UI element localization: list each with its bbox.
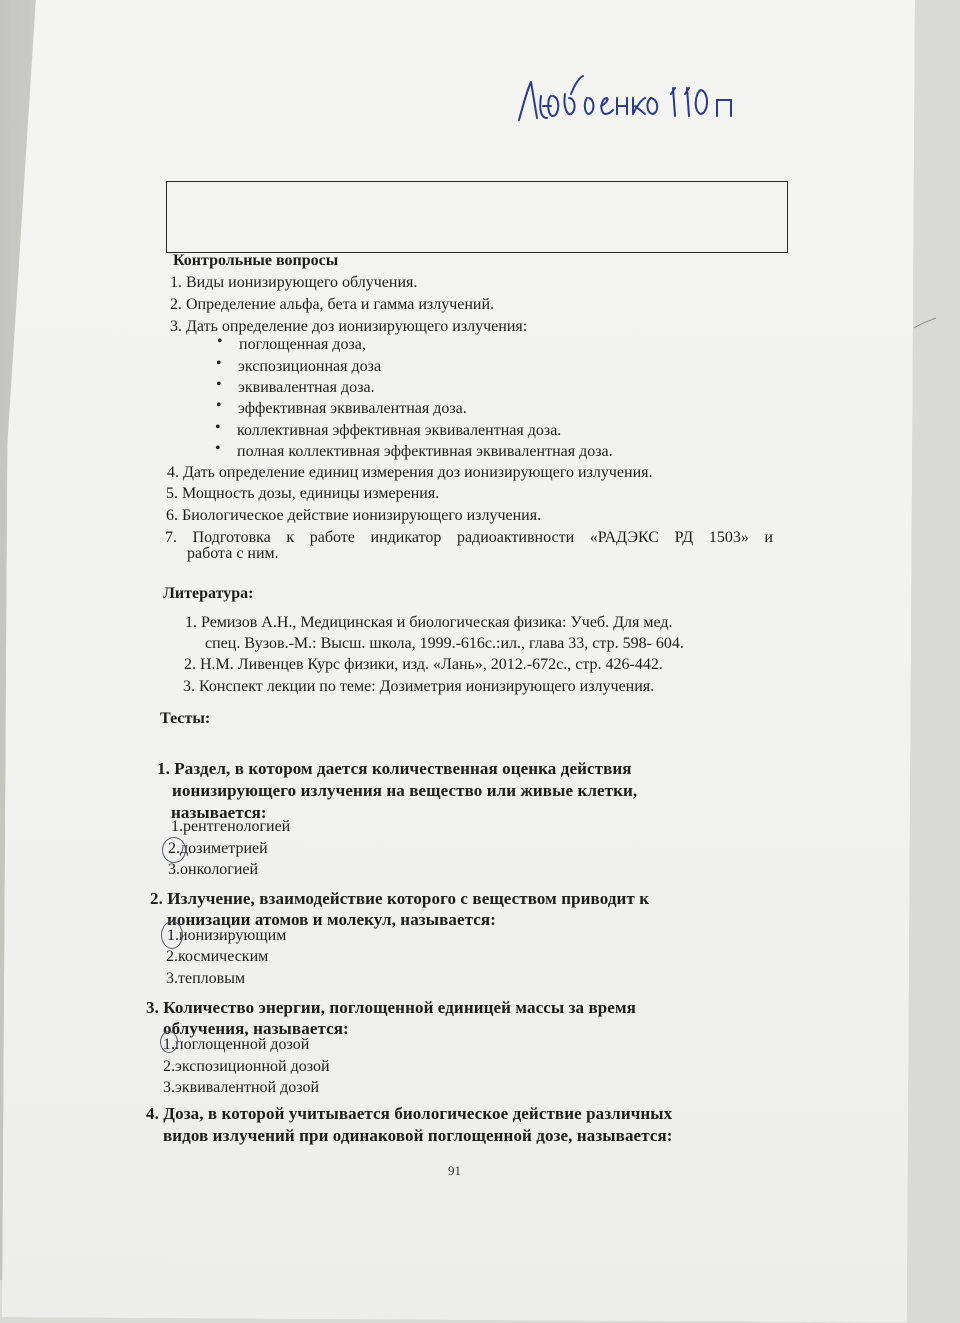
list-item: 2. Определение альфа, бета и гамма излучений. xyxy=(170,296,495,313)
list-item: поглощенная доза, xyxy=(239,336,366,353)
list-item: полная коллективная эффективная эквивалентная доза. xyxy=(237,443,613,460)
test-question-text: 1. Раздел, в котором дается количественная оценка действия xyxy=(157,759,632,778)
signature-drawing xyxy=(505,66,745,130)
pencil-circle-mark xyxy=(162,837,186,863)
bullet-icon: • xyxy=(215,440,221,457)
pencil-circle-mark xyxy=(160,1031,178,1053)
reference-item: 1. Ремизов А.Н., Медицинская и биологическая физика: Учеб. Для мед. xyxy=(185,614,673,631)
page-number: 91 xyxy=(448,1163,461,1178)
test-answer: 3.эквивалентной дозой xyxy=(163,1079,320,1096)
test-answer: 3.тепловым xyxy=(166,970,246,987)
stray-pencil-mark xyxy=(912,316,938,330)
test-question-text: 2. Излучение, взаимодействие которого с веществом приводит к xyxy=(150,889,650,908)
test-answer: 2.экспозиционной дозой xyxy=(163,1058,330,1075)
list-item: 6. Биологическое действие ионизирующего излучения. xyxy=(166,507,542,524)
test-question-text: облучения, называется: xyxy=(163,1019,349,1038)
control-questions-title: Контрольные вопросы xyxy=(173,252,339,269)
bullet-icon: • xyxy=(216,397,222,414)
test-question-text: ионизирующего излучения на вещество или живые клетки, xyxy=(172,781,638,800)
bullet-icon: • xyxy=(216,376,222,393)
handwritten-signature xyxy=(505,66,745,130)
test-question-text: ионизации атомов и молекул, называется: xyxy=(167,910,496,929)
pencil-circle-mark xyxy=(161,921,183,949)
tests-title: Тесты: xyxy=(160,710,211,727)
test-answer: 1.поглощенной дозой xyxy=(163,1036,310,1053)
test-question-text: 4. Доза, в которой учитывается биологическое действие различных xyxy=(146,1104,673,1123)
test-answer: 1.рентгенологией xyxy=(171,818,291,835)
list-item: коллективная эффективная эквивалентная доза. xyxy=(237,422,562,439)
list-item: 5. Мощность дозы, единицы измерения. xyxy=(166,485,440,502)
bullet-icon: • xyxy=(216,355,222,372)
list-item: 3. Дать определение доз ионизирующего излучения: xyxy=(170,318,528,335)
list-item: эквивалентная доза. xyxy=(238,379,375,396)
test-question-text: 3. Количество энергии, поглощенной единицей массы за время xyxy=(146,998,636,1017)
list-item: экспозиционная доза xyxy=(238,358,382,375)
reference-item: 2. Н.М. Ливенцев Курс физики, изд. «Лань», 2012.-672с., стр. 426-442. xyxy=(184,656,663,673)
test-answer: 3.онкологией xyxy=(168,861,259,878)
list-item: 7. Подготовка к работе индикатор радиоактивности «РАДЭКС РД 1503» и xyxy=(165,529,773,546)
list-item-continuation: работа с ним. xyxy=(187,545,279,562)
header-blank-box xyxy=(166,181,788,253)
bullet-icon: • xyxy=(215,419,221,436)
list-item: 1. Виды ионизирующего облучения. xyxy=(170,274,418,291)
literature-title: Литература: xyxy=(163,585,254,602)
bullet-icon: • xyxy=(217,333,223,350)
test-question-text: видов излучений при одинаковой поглощенной дозе, называется: xyxy=(163,1126,673,1145)
test-answer: 1.ионизирующим xyxy=(167,927,287,944)
test-answer: 2.дозиметрией xyxy=(168,840,268,857)
reference-item-continuation: спец. Вузов.-М.: Высш. школа, 1999.-616с.:ил., глава 33, стр. 598- 604. xyxy=(205,635,684,652)
list-item: 4. Дать определение единиц измерения доз ионизирующего излучения. xyxy=(167,464,653,481)
test-question-text: называется: xyxy=(171,803,267,822)
reference-item: 3. Конспект лекции по теме: Дозиметрия ионизирующего излучения. xyxy=(183,678,655,695)
list-item: эффективная эквивалентная доза. xyxy=(238,400,467,417)
test-answer: 2.космическим xyxy=(166,948,269,965)
